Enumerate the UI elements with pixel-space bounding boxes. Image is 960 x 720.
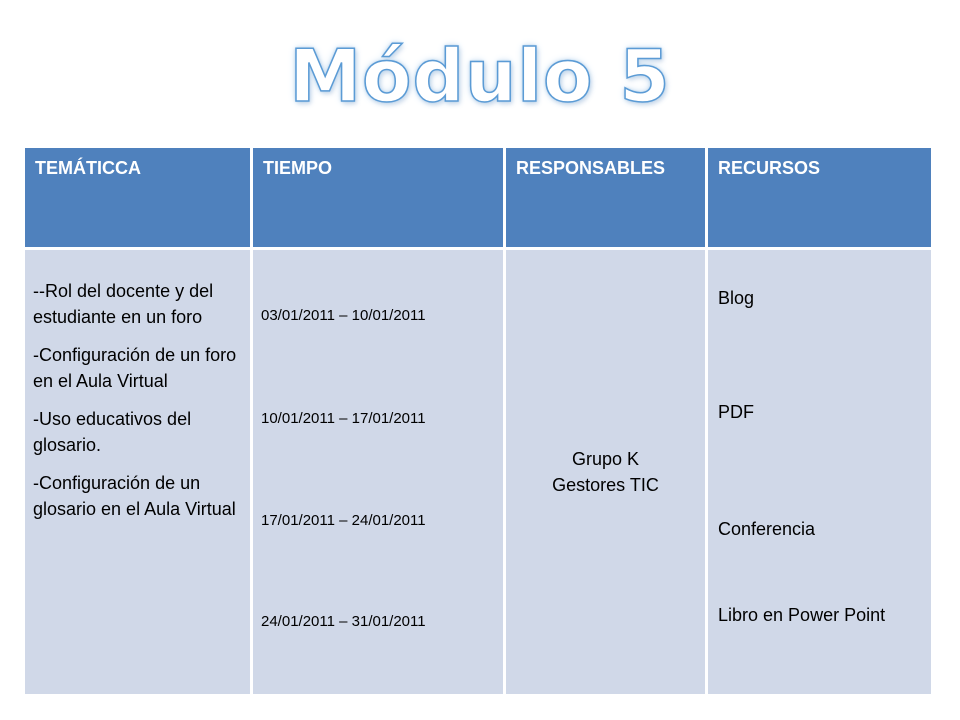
responsable-line: Gestores TIC — [552, 475, 659, 495]
header-responsables: RESPONSABLES — [505, 147, 707, 249]
tematica-item: -Configuración de un foro en el Aula Virtual — [33, 345, 237, 391]
cell-recursos — [707, 249, 933, 696]
table-header-row — [24, 147, 933, 249]
tiempo-range: 24/01/2011 – 31/01/2011 — [261, 613, 426, 630]
recurso-item: PDF — [718, 402, 754, 422]
tematica-item: --Rol del docente y del estudiante en un foro — [33, 281, 214, 327]
header-recursos: RECURSOS — [707, 147, 933, 249]
header-tematica: TEMÁTICCA — [24, 147, 252, 249]
cell-tiempo — [252, 249, 505, 696]
tematica-item: -Configuración de un glosario en el Aula Virtual — [33, 473, 236, 519]
slide-title: Módulo 5 — [289, 34, 671, 118]
recurso-item: Conferencia — [718, 519, 816, 539]
cell-responsables — [505, 249, 707, 696]
responsable-line: Grupo K — [571, 449, 640, 469]
schedule-table — [22, 145, 934, 697]
tiempo-range: 17/01/2011 – 24/01/2011 — [261, 512, 426, 529]
table-row — [24, 249, 933, 696]
recurso-item: Libro en Power Point — [718, 605, 886, 625]
recurso-item: Blog — [718, 288, 755, 308]
cell-tematica — [24, 249, 252, 696]
tiempo-range: 03/01/2011 – 10/01/2011 — [261, 307, 426, 324]
tematica-item: -Uso educativos del glosario. — [33, 409, 192, 455]
header-tiempo: TIEMPO — [252, 147, 505, 249]
tiempo-range: 10/01/2011 – 17/01/2011 — [261, 410, 426, 427]
